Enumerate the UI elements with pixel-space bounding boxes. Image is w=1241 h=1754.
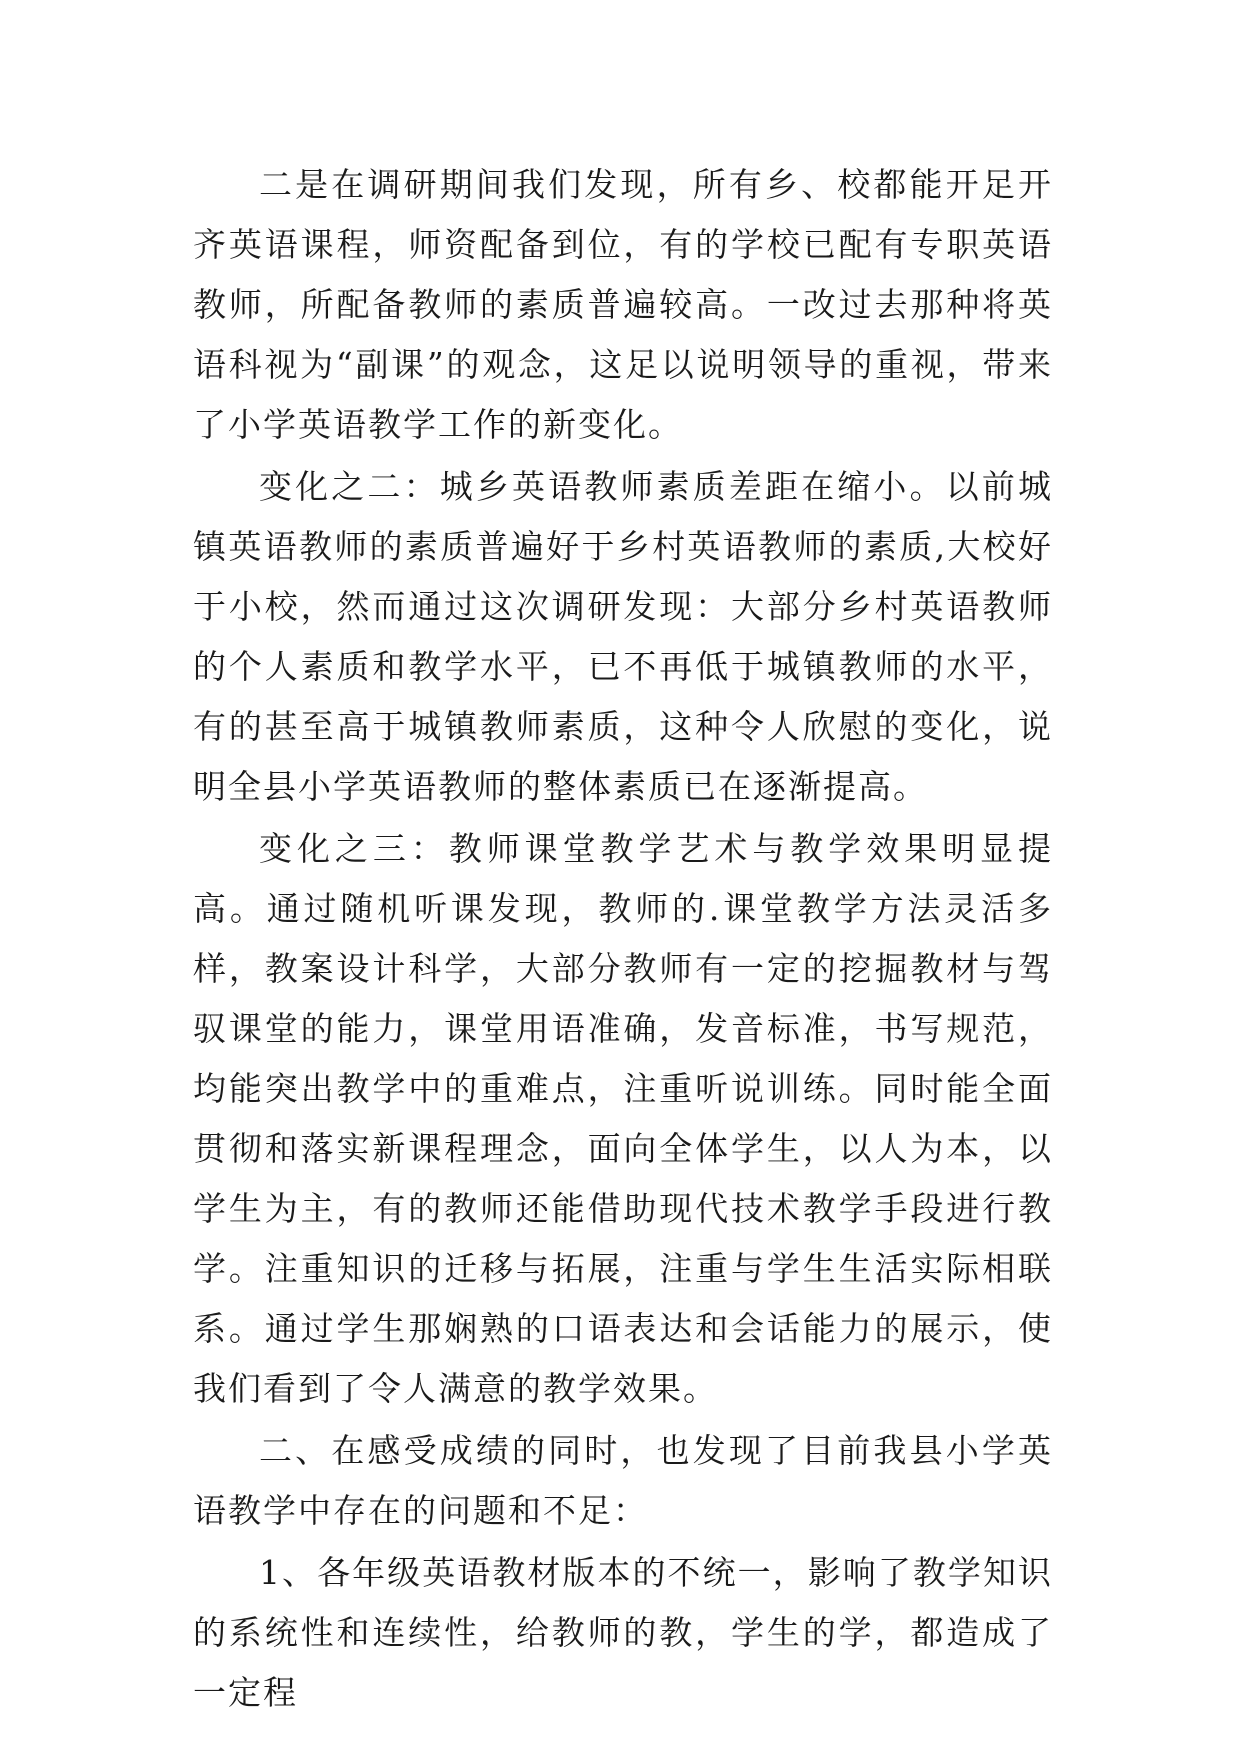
paragraph-survey-findings: 二是在调研期间我们发现，所有乡、校都能开足开齐英语课程，师资配备到位，有的学校已配有专职英语教师，所配备教师的素质普遍较高。一改过去那种将英语科视为“副课”的观念，这足以说明领导的重视，带来了小学英语教学工作的新变化。 [193,165,1053,444]
paragraph-change-three: 变化之三：教师课堂教学艺术与教学效果明显提高。通过随机听课发现，教师的.课堂教学方法灵活多样，教案设计科学，大部分教师有一定的挖掘教材与驾驭课堂的能力，课堂用语准确，发音标准，书写规范，均能突出教学中的重难点，注重听说训练。同时能全面贯彻和落实新课程理念，面向全体学生，以人为本，以学生为主，有的教师还能借助现代技术教学手段进行教学。注重知识的迁移与拓展，注重与学生生活实际相联系。通过学生那娴熟的口语表达和会话能力的展示，使我们看到了令人满意的教学效果。 [193,829,1053,1408]
document-body [193,155,1053,1725]
paragraph-problem-one: 1、各年级英语教材版本的不统一，影响了教学知识的系统性和连续性，给教师的教，学生的学，都造成了一定程 [193,1553,1053,1712]
paragraph-change-two: 变化之二：城乡英语教师素质差距在缩小。以前城镇英语教师的素质普遍好于乡村英语教师的素质,大校好于小校，然而通过这次调研发现：大部分乡村英语教师的个人素质和教学水平，已不再低于城镇教师的水平，有的甚至高于城镇教师素质，这种令人欣慰的变化，说明全县小学英语教师的整体素质已在逐渐提高。 [193,467,1053,806]
paragraph-problems-heading: 二、在感受成绩的同时，也发现了目前我县小学英语教学中存在的问题和不足： [193,1431,1053,1530]
